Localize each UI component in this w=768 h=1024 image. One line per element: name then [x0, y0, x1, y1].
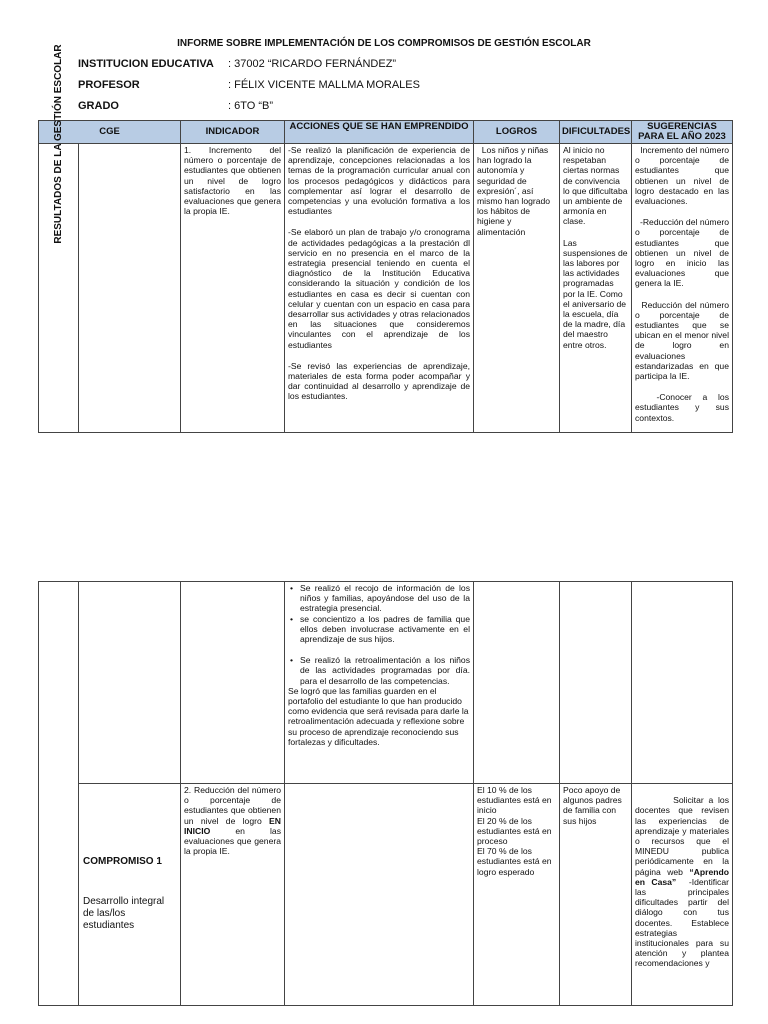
- compromiso-cell: [79, 784, 181, 1006]
- acciones-cell: [285, 582, 474, 784]
- header-indicador: INDICADOR: [181, 121, 285, 144]
- dificultades-cell: [560, 144, 632, 433]
- sugerencia-text: Solicitar a los docentes que revisen las experiencias de aprendizaje y materiales o recursos que el MINEDU publica periódicamente en la página web: [635, 795, 732, 877]
- table-header-row: [39, 121, 733, 144]
- accion-bullet: • Se realizó el recojo de información de los niños y familias, apoyándose del uso de la estrategia presencial.: [288, 583, 470, 614]
- meta-label-profesor: PROFESOR: [78, 79, 140, 91]
- sugerencia-text-end: -Identificar las principales dificultades partir del diálogo con tus docentes. Establece estrategias institucionales para su atención y plantea recomendaciones y: [635, 876, 732, 969]
- indicador-emphasis: EN INICIO: [184, 815, 281, 836]
- sugerencia-paragraph: Reducción del número o porcentaje de estudiantes que se ubican en el menor nivel de logro en evaluaciones estandarizadas en que participa la IE.: [635, 299, 732, 382]
- sugerencias-cell: [632, 144, 733, 433]
- table-row: [39, 582, 733, 784]
- row-label-cell: [39, 44, 79, 433]
- dificultad-paragraph: Las suspensiones de las labores por las actividades programadas por la IE. Como el aniversario de la escuela, día de la madre, día del maestro entre otros.: [563, 237, 628, 350]
- sugerencias-cell: [632, 784, 733, 1006]
- meta-label-grado: GRADO: [78, 100, 119, 112]
- table-row: [39, 144, 733, 433]
- dificultades-cell: Poco apoyo de algunos padres de familia con sus hijos: [560, 784, 632, 1006]
- sugerencia-paragraph: Incremento del número o porcentaje de estudiantes que obtienen un nivel de logro destacado en las evaluaciones.: [635, 145, 732, 207]
- accion-paragraph: -Se elaboró un plan de trabajo y/o cronograma de actividades pedagógicas a la prestación dl servicio en no presencia en el marco de la estrategia presencial teniendo en cuenta el diagnóstico de la Institución Educativa considerando la situación y condición de los estudiantes en casa es decir si cuentan con celular y cuentan con un espacio en casa para desarrollar sus actividades y otras relacionados en las situaciones que consideremos vinculantes con el aprendizaje de los estudiantes: [288, 227, 470, 350]
- accion-bullet: • Se realizó la retroalimentación a los niños de las actividades programadas por día. para el desarrollo de las competencias.: [288, 655, 470, 686]
- empty-cell: [181, 582, 285, 784]
- indicador-text: 2. Reducción del número o porcentaje de estudiantes que obtienen un nivel de logro: [184, 785, 281, 826]
- header-cge: CGE: [39, 121, 181, 144]
- sugerencia-emphasis: “Aprendo en Casa”: [635, 866, 732, 887]
- empty-cell: [79, 582, 181, 784]
- dificultad-paragraph: Al inicio no respetaban ciertas normas de convivencia lo que dificultaba un ambiente de armonía en clase.: [563, 145, 628, 227]
- header-sugerencias: SUGERENCIAS PARA EL AÑO 2023: [632, 121, 733, 144]
- acciones-cell: [285, 144, 474, 433]
- compromiso-title: COMPROMISO 1: [83, 856, 162, 868]
- accion-paragraph: -Se revisó las experiencias de aprendizaje, materiales de esta forma poder acompañar y dar continuidad al desarrollo y aprendizaje de los estudiantes.: [288, 360, 470, 402]
- meta-value-profesor: : FÉLIX VICENTE MALLMA MORALES: [228, 79, 420, 91]
- empty-cell: [632, 582, 733, 784]
- empty-cell: [79, 144, 181, 433]
- accion-paragraph: Se logró que las familias guarden en el portafolio del estudiante lo que han producido como evidencia que será revisada para darle la retroalimentación adecuada y reflexione sobre su proceso de aprendizaje reconociendo sus fortalezas y dificultades.: [288, 685, 469, 747]
- header-dificultades: DIFICULTADES: [560, 121, 632, 144]
- header-logros: LOGROS: [474, 121, 560, 144]
- sugerencia-paragraph: -Conocer a los estudiantes y sus contextos.: [635, 392, 732, 423]
- row-label-vertical: RESULTADOS DE LA GESTIÓN ESCOLAR: [52, 44, 64, 244]
- table-row: [39, 784, 733, 1006]
- meta-label-institucion: INSTITUCION EDUCATIVA: [78, 58, 214, 70]
- indicador-cell: 1. Incremento del número o porcentaje de estudiantes que obtienen un nivel de logro satisfactorio en las evaluaciones que genera la propia IE.: [181, 144, 285, 433]
- report-table-2: [38, 581, 733, 1006]
- header-acciones: ACCIONES QUE SE HAN EMPRENDIDO: [285, 121, 474, 144]
- accion-paragraph: -Se realizó la planificación de experiencia de aprendizaje, concepciones relacionadas a los temas de la programación curricular anual con los procesos pedagógicos y didácticos para complementar así lograr el desarrollo de competencias y una evolución formativa a los estudiantes: [288, 145, 470, 217]
- empty-cell: [560, 582, 632, 784]
- compromiso-subtitle: Desarrollo integral de las/los estudiantes: [83, 895, 165, 931]
- meta-value-institucion: : 37002 “RICARDO FERNÁNDEZ”: [228, 58, 397, 70]
- empty-cell: [474, 582, 560, 784]
- empty-cell: [285, 784, 474, 1006]
- indicador-cell: [181, 784, 285, 1006]
- logros-cell: El 10 % de los estudiantes está en inicio El 20 % de los estudiantes está en proceso El 70 % de los estudiantes está en logro esperado: [474, 784, 560, 1006]
- empty-cell: [39, 582, 79, 1006]
- indicador-text-end: en las evaluaciones que genera la propia IE.: [184, 825, 281, 857]
- logros-cell: Los niños y niñas han logrado la autonomía y seguridad de expresión´, así mismo han logrado los hábitos de higiene y alimentación: [474, 144, 560, 433]
- sugerencia-paragraph: -Reducción del número o porcentaje de estudiantes que obtienen un nivel de logro en inicio las evaluaciones que genera la IE.: [635, 217, 732, 289]
- accion-bullet: • se concientizo a los padres de familia que ellos deben involucrase activamente en el aprendizaje de sus hijos.: [288, 614, 470, 645]
- document-title: INFORME SOBRE IMPLEMENTACIÓN DE LOS COMPROMISOS DE GESTIÓN ESCOLAR: [177, 38, 591, 49]
- meta-value-grado: : 6TO “B”: [228, 100, 274, 112]
